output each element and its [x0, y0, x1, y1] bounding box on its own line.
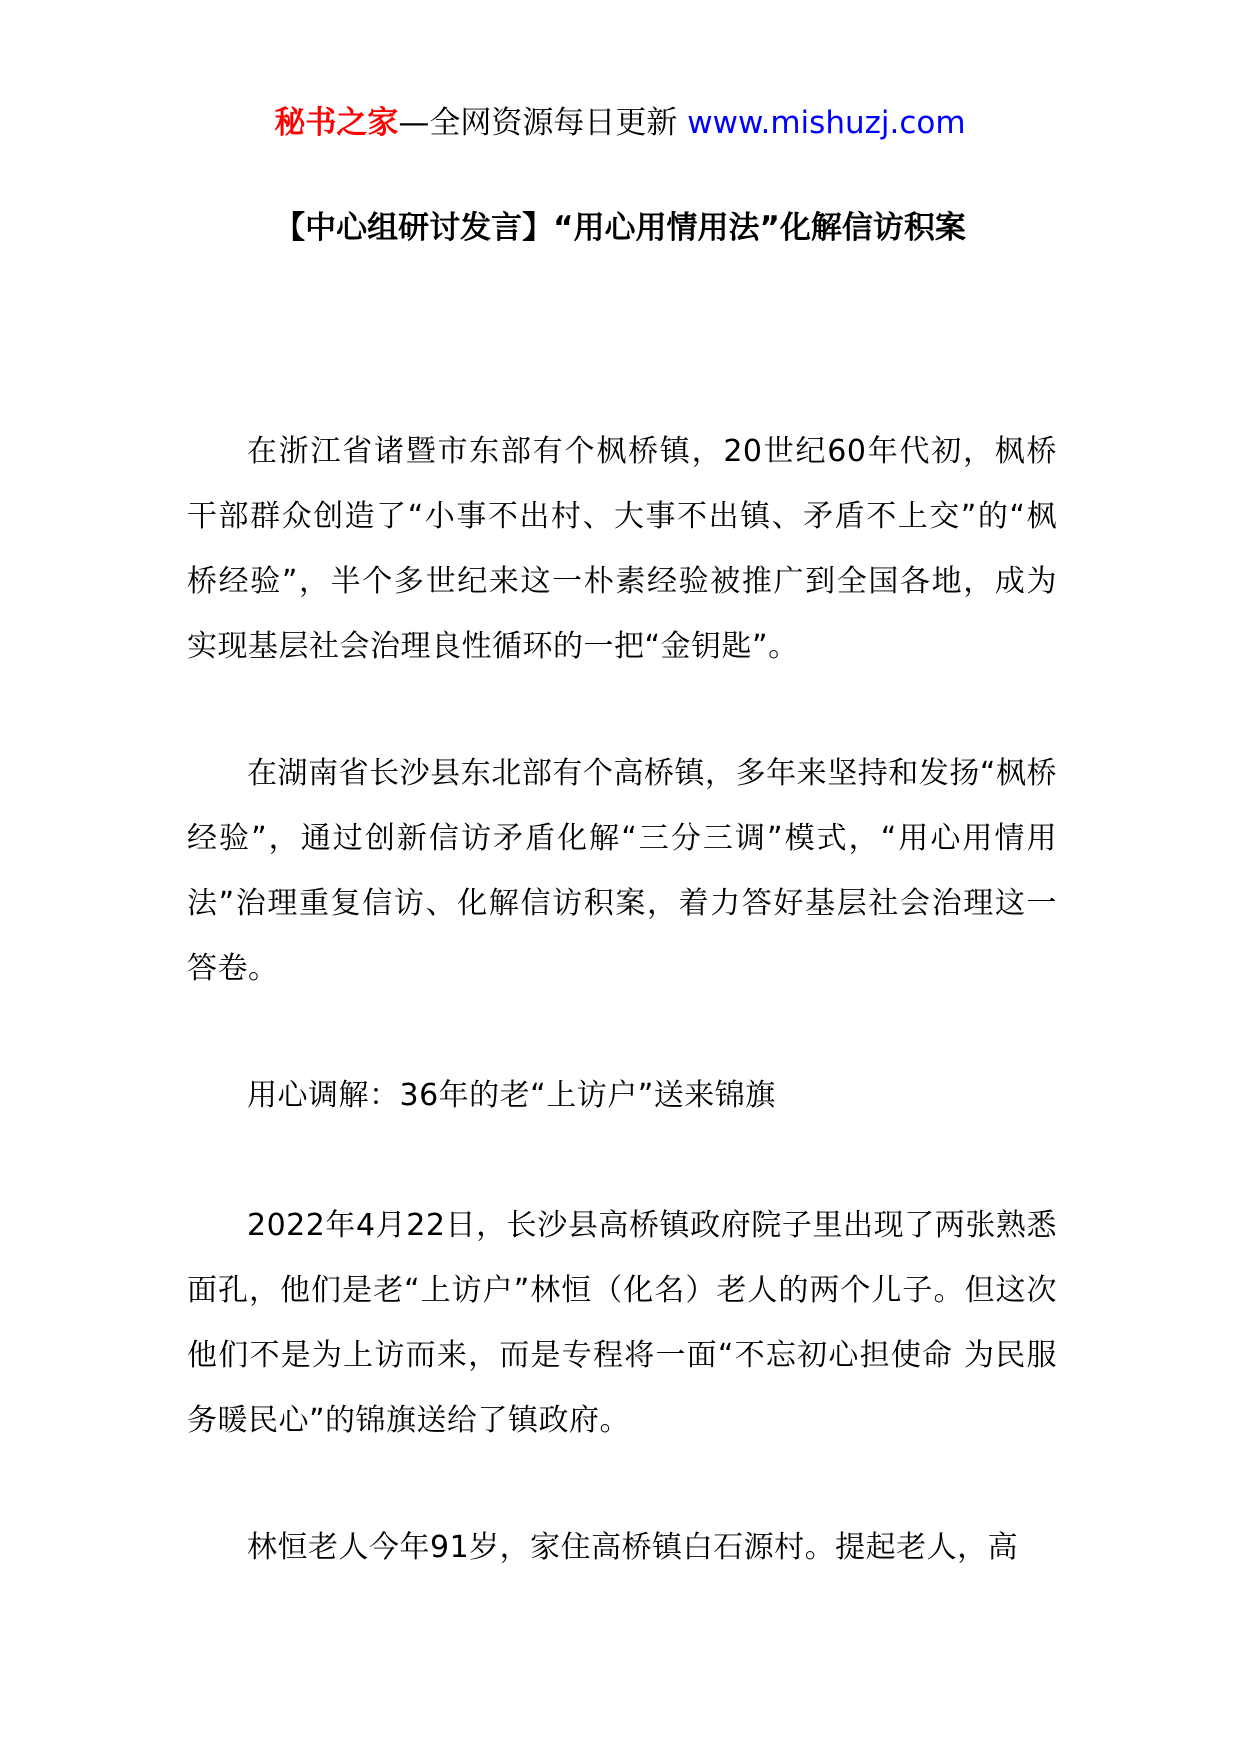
paragraph: 2022年4月22日，长沙县高桥镇政府院子里出现了两张熟悉面孔，他们是老“上访户”林恒（化名）老人的两个儿子。但这次他们不是为上访而来，而是专程将一面“不忘初心担使命 为民服务暖民心”的锦旗送给了镇政府。	[187, 1208, 1057, 1438]
site-brand: 秘书之家	[274, 105, 399, 141]
paragraph: 在浙江省诸暨市东部有个枫桥镇，20世纪60年代初，枫桥干部群众创造了“小事不出村、大事不出镇、矛盾不上交”的“枫桥经验”，半个多世纪来这一朴素经验被推广到全国各地，成为实现基层社会治理良性循环的一把“金钥匙”。	[187, 434, 1057, 664]
paragraph: 在湖南省长沙县东北部有个高桥镇，多年来坚持和发扬“枫桥经验”，通过创新信访矛盾化解“三分三调”模式，“用心用情用法”治理重复信访、化解信访积案，着力答好基层社会治理这一答卷。	[187, 756, 1057, 986]
paragraph-2-block	[187, 741, 1057, 1001]
section-heading-block	[187, 1063, 1057, 1128]
site-tagline: —全网资源每日更新	[398, 105, 688, 141]
paragraph: 林恒老人今年91岁，家住高桥镇白石源村。提起老人，高	[247, 1530, 1019, 1565]
document-title: 【中心组研讨发言】“用心用情用法”化解信访积案	[274, 210, 966, 246]
paragraph-1-block	[187, 419, 1057, 679]
section-heading: 用心调解：36年的老“上访户”送来锦旗	[247, 1078, 776, 1113]
site-url-link[interactable]: www.mishuzj.com	[687, 105, 966, 141]
paragraph-5-block	[187, 1515, 1057, 1580]
paragraph-4-block	[187, 1193, 1057, 1453]
site-header	[0, 100, 1240, 146]
